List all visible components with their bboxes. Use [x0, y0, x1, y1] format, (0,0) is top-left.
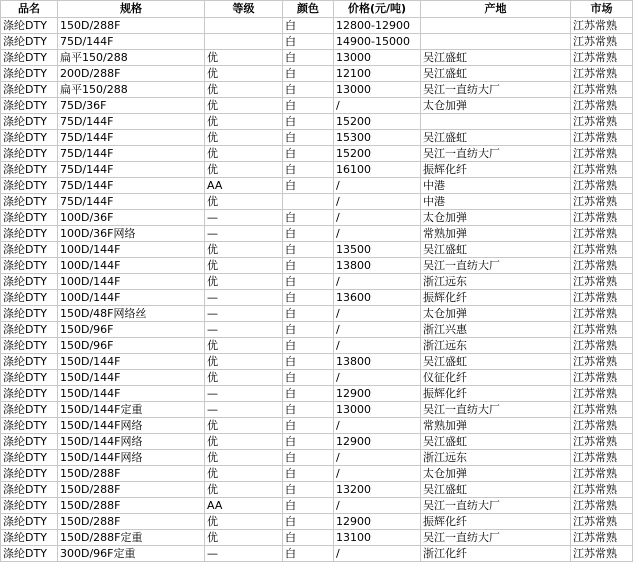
origin-cell: 太仓加弹 — [421, 466, 571, 482]
market-cell: 江苏常熟 — [571, 178, 633, 194]
origin-cell: 太仓加弹 — [421, 98, 571, 114]
header-grade: 等级 — [205, 1, 283, 18]
product-name-cell: 涤纶DTY — [1, 322, 58, 338]
table-row — [1, 290, 633, 306]
price-cell: / — [334, 178, 421, 194]
grade-cell: 优 — [205, 82, 283, 98]
color-cell: 白 — [283, 450, 334, 466]
price-cell: 13200 — [334, 482, 421, 498]
spec-cell: 150D/288F — [58, 514, 205, 530]
spec-cell: 75D/144F — [58, 130, 205, 146]
origin-cell — [421, 18, 571, 34]
price-cell: / — [334, 274, 421, 290]
color-cell: 白 — [283, 162, 334, 178]
product-name-cell: 涤纶DTY — [1, 354, 58, 370]
product-name-cell: 涤纶DTY — [1, 146, 58, 162]
grade-cell: AA — [205, 498, 283, 514]
origin-cell: 吴江盛虹 — [421, 242, 571, 258]
spec-cell: 300D/96F定重 — [58, 546, 205, 562]
table-row — [1, 274, 633, 290]
market-cell: 江苏常熟 — [571, 18, 633, 34]
market-cell: 江苏常熟 — [571, 114, 633, 130]
price-cell: 13000 — [334, 82, 421, 98]
color-cell: 白 — [283, 514, 334, 530]
spec-cell: 150D/288F — [58, 466, 205, 482]
grade-cell: 优 — [205, 370, 283, 386]
color-cell: 白 — [283, 98, 334, 114]
price-cell: 12800-12900 — [334, 18, 421, 34]
spec-cell: 150D/144F定重 — [58, 402, 205, 418]
table-row — [1, 418, 633, 434]
spec-cell: 100D/36F — [58, 210, 205, 226]
origin-cell: 振辉化纤 — [421, 290, 571, 306]
price-cell: 12900 — [334, 514, 421, 530]
spec-cell: 150D/288F — [58, 482, 205, 498]
market-cell: 江苏常熟 — [571, 530, 633, 546]
origin-cell: 吴江一直纺大厂 — [421, 258, 571, 274]
table-row — [1, 322, 633, 338]
table-row — [1, 546, 633, 562]
origin-cell: 吴江一直纺大厂 — [421, 146, 571, 162]
price-cell: / — [334, 418, 421, 434]
grade-cell: 优 — [205, 66, 283, 82]
color-cell: 白 — [283, 482, 334, 498]
spec-cell: 150D/48F网络丝 — [58, 306, 205, 322]
color-cell: 白 — [283, 114, 334, 130]
product-name-cell: 涤纶DTY — [1, 66, 58, 82]
spec-cell: 150D/144F — [58, 386, 205, 402]
spec-cell: 150D/288F定重 — [58, 530, 205, 546]
product-name-cell: 涤纶DTY — [1, 130, 58, 146]
color-cell: 白 — [283, 306, 334, 322]
price-cell: / — [334, 546, 421, 562]
product-name-cell: 涤纶DTY — [1, 50, 58, 66]
price-cell: 15200 — [334, 114, 421, 130]
color-cell: 白 — [283, 18, 334, 34]
market-cell: 江苏常熟 — [571, 210, 633, 226]
color-cell: 白 — [283, 290, 334, 306]
spec-cell: 150D/144F网络 — [58, 434, 205, 450]
product-name-cell: 涤纶DTY — [1, 466, 58, 482]
grade-cell: 优 — [205, 482, 283, 498]
price-cell: / — [334, 466, 421, 482]
market-cell: 江苏常熟 — [571, 146, 633, 162]
market-cell: 江苏常熟 — [571, 514, 633, 530]
table-row — [1, 258, 633, 274]
header-origin: 产地 — [421, 1, 571, 18]
product-name-cell: 涤纶DTY — [1, 498, 58, 514]
spec-cell: 100D/144F — [58, 242, 205, 258]
color-cell: 白 — [283, 178, 334, 194]
grade-cell: — — [205, 306, 283, 322]
grade-cell: — — [205, 210, 283, 226]
product-name-cell: 涤纶DTY — [1, 338, 58, 354]
table-row — [1, 210, 633, 226]
spec-cell: 75D/144F — [58, 146, 205, 162]
price-cell: 15200 — [334, 146, 421, 162]
product-name-cell: 涤纶DTY — [1, 290, 58, 306]
origin-cell: 吴江盛虹 — [421, 354, 571, 370]
market-cell: 江苏常熟 — [571, 50, 633, 66]
grade-cell: 优 — [205, 130, 283, 146]
product-name-cell: 涤纶DTY — [1, 162, 58, 178]
price-cell: / — [334, 210, 421, 226]
market-cell: 江苏常熟 — [571, 34, 633, 50]
grade-cell: 优 — [205, 194, 283, 210]
origin-cell: 吴江盛虹 — [421, 482, 571, 498]
spec-cell: 100D/144F — [58, 274, 205, 290]
table-row — [1, 482, 633, 498]
color-cell: 白 — [283, 66, 334, 82]
spec-cell: 75D/144F — [58, 178, 205, 194]
spec-cell: 100D/144F — [58, 258, 205, 274]
grade-cell: 优 — [205, 354, 283, 370]
price-cell: 13800 — [334, 258, 421, 274]
color-cell: 白 — [283, 258, 334, 274]
origin-cell: 常熟加弹 — [421, 418, 571, 434]
grade-cell: — — [205, 290, 283, 306]
table-row — [1, 530, 633, 546]
grade-cell — [205, 18, 283, 34]
table-row — [1, 34, 633, 50]
color-cell: 白 — [283, 322, 334, 338]
origin-cell — [421, 114, 571, 130]
table-row — [1, 386, 633, 402]
table-row — [1, 434, 633, 450]
market-cell: 江苏常熟 — [571, 466, 633, 482]
market-cell: 江苏常熟 — [571, 290, 633, 306]
table-row — [1, 354, 633, 370]
product-name-cell: 涤纶DTY — [1, 98, 58, 114]
product-name-cell: 涤纶DTY — [1, 514, 58, 530]
table-row — [1, 514, 633, 530]
product-name-cell: 涤纶DTY — [1, 178, 58, 194]
grade-cell: 优 — [205, 274, 283, 290]
color-cell: 白 — [283, 146, 334, 162]
grade-cell: AA — [205, 178, 283, 194]
market-cell: 江苏常熟 — [571, 242, 633, 258]
product-name-cell: 涤纶DTY — [1, 18, 58, 34]
table-row — [1, 306, 633, 322]
origin-cell: 太仓加弹 — [421, 306, 571, 322]
origin-cell: 太仓加弹 — [421, 210, 571, 226]
color-cell: 白 — [283, 386, 334, 402]
table-row — [1, 242, 633, 258]
grade-cell: 优 — [205, 98, 283, 114]
product-name-cell: 涤纶DTY — [1, 34, 58, 50]
product-name-cell: 涤纶DTY — [1, 82, 58, 98]
grade-cell: 优 — [205, 50, 283, 66]
color-cell: 白 — [283, 546, 334, 562]
price-cell: / — [334, 306, 421, 322]
table-row — [1, 194, 633, 210]
product-name-cell: 涤纶DTY — [1, 370, 58, 386]
price-cell: 16100 — [334, 162, 421, 178]
market-cell: 江苏常熟 — [571, 306, 633, 322]
table-row — [1, 162, 633, 178]
product-name-cell: 涤纶DTY — [1, 274, 58, 290]
spec-cell: 75D/144F — [58, 194, 205, 210]
table-row — [1, 466, 633, 482]
market-cell: 江苏常熟 — [571, 130, 633, 146]
grade-cell: 优 — [205, 242, 283, 258]
color-cell: 白 — [283, 498, 334, 514]
table-row — [1, 226, 633, 242]
origin-cell: 中港 — [421, 194, 571, 210]
market-cell: 江苏常熟 — [571, 258, 633, 274]
table-row — [1, 370, 633, 386]
price-cell: / — [334, 322, 421, 338]
market-cell: 江苏常熟 — [571, 274, 633, 290]
product-name-cell: 涤纶DTY — [1, 210, 58, 226]
color-cell: 白 — [283, 434, 334, 450]
product-name-cell: 涤纶DTY — [1, 242, 58, 258]
color-cell: 白 — [283, 530, 334, 546]
color-cell: 白 — [283, 466, 334, 482]
grade-cell: 优 — [205, 530, 283, 546]
spec-cell: 200D/288F — [58, 66, 205, 82]
color-cell: 白 — [283, 242, 334, 258]
price-cell: 13000 — [334, 402, 421, 418]
market-cell: 江苏常熟 — [571, 82, 633, 98]
origin-cell — [421, 34, 571, 50]
origin-cell: 浙江兴惠 — [421, 322, 571, 338]
grade-cell: 优 — [205, 466, 283, 482]
origin-cell: 振辉化纤 — [421, 386, 571, 402]
product-name-cell: 涤纶DTY — [1, 450, 58, 466]
market-cell: 江苏常熟 — [571, 98, 633, 114]
market-cell: 江苏常熟 — [571, 546, 633, 562]
price-cell: 12900 — [334, 386, 421, 402]
table-row — [1, 114, 633, 130]
product-name-cell: 涤纶DTY — [1, 546, 58, 562]
origin-cell: 吴江盛虹 — [421, 434, 571, 450]
price-cell: / — [334, 370, 421, 386]
grade-cell: 优 — [205, 258, 283, 274]
table-row — [1, 50, 633, 66]
price-cell: / — [334, 498, 421, 514]
table-row — [1, 178, 633, 194]
spec-cell: 150D/96F — [58, 322, 205, 338]
product-name-cell: 涤纶DTY — [1, 386, 58, 402]
price-cell: / — [334, 450, 421, 466]
product-name-cell: 涤纶DTY — [1, 226, 58, 242]
spec-cell: 扁平150/288 — [58, 50, 205, 66]
color-cell: 白 — [283, 338, 334, 354]
market-cell: 江苏常熟 — [571, 450, 633, 466]
spec-cell: 150D/288F — [58, 18, 205, 34]
market-cell: 江苏常熟 — [571, 338, 633, 354]
grade-cell: 优 — [205, 162, 283, 178]
table-row — [1, 66, 633, 82]
spec-cell: 150D/144F — [58, 354, 205, 370]
price-cell: 13100 — [334, 530, 421, 546]
origin-cell: 吴江一直纺大厂 — [421, 498, 571, 514]
price-cell: / — [334, 338, 421, 354]
header-price: 价格(元/吨) — [334, 1, 421, 18]
grade-cell: 优 — [205, 114, 283, 130]
origin-cell: 浙江化纤 — [421, 546, 571, 562]
price-cell: 13500 — [334, 242, 421, 258]
table-row — [1, 498, 633, 514]
origin-cell: 常熟加弹 — [421, 226, 571, 242]
color-cell: 白 — [283, 82, 334, 98]
table-row — [1, 146, 633, 162]
price-cell: / — [334, 194, 421, 210]
market-cell: 江苏常熟 — [571, 66, 633, 82]
market-cell: 江苏常熟 — [571, 162, 633, 178]
product-name-cell: 涤纶DTY — [1, 418, 58, 434]
origin-cell: 浙江远东 — [421, 338, 571, 354]
color-cell: 白 — [283, 370, 334, 386]
price-cell: 13800 — [334, 354, 421, 370]
header-market: 市场 — [571, 1, 633, 18]
spec-cell: 100D/36F网络 — [58, 226, 205, 242]
market-cell: 江苏常熟 — [571, 498, 633, 514]
table-body — [1, 18, 633, 562]
color-cell: 白 — [283, 402, 334, 418]
color-cell — [283, 194, 334, 210]
spec-cell: 75D/144F — [58, 34, 205, 50]
table-row — [1, 98, 633, 114]
color-cell: 白 — [283, 210, 334, 226]
grade-cell: 优 — [205, 418, 283, 434]
color-cell: 白 — [283, 274, 334, 290]
grade-cell: — — [205, 386, 283, 402]
product-name-cell: 涤纶DTY — [1, 482, 58, 498]
spec-cell: 150D/144F — [58, 370, 205, 386]
market-cell: 江苏常熟 — [571, 226, 633, 242]
grade-cell: 优 — [205, 338, 283, 354]
table-row — [1, 338, 633, 354]
price-cell: 12100 — [334, 66, 421, 82]
market-cell: 江苏常熟 — [571, 418, 633, 434]
spec-cell: 75D/144F — [58, 114, 205, 130]
spec-cell: 150D/144F网络 — [58, 418, 205, 434]
market-cell: 江苏常熟 — [571, 194, 633, 210]
market-cell: 江苏常熟 — [571, 322, 633, 338]
header-spec: 规格 — [58, 1, 205, 18]
product-name-cell: 涤纶DTY — [1, 306, 58, 322]
color-cell: 白 — [283, 34, 334, 50]
price-cell: / — [334, 98, 421, 114]
color-cell: 白 — [283, 50, 334, 66]
color-cell: 白 — [283, 226, 334, 242]
product-name-cell: 涤纶DTY — [1, 402, 58, 418]
grade-cell: — — [205, 322, 283, 338]
table-row — [1, 450, 633, 466]
price-cell: / — [334, 226, 421, 242]
grade-cell: 优 — [205, 146, 283, 162]
market-cell: 江苏常熟 — [571, 386, 633, 402]
market-cell: 江苏常熟 — [571, 434, 633, 450]
grade-cell: — — [205, 546, 283, 562]
spec-cell: 扁平150/288 — [58, 82, 205, 98]
table-row — [1, 18, 633, 34]
origin-cell: 浙江远东 — [421, 450, 571, 466]
origin-cell: 吴江一直纺大厂 — [421, 530, 571, 546]
spec-cell: 150D/288F — [58, 498, 205, 514]
grade-cell: 优 — [205, 450, 283, 466]
header-row — [1, 1, 633, 18]
header-color: 颜色 — [283, 1, 334, 18]
origin-cell: 振辉化纤 — [421, 514, 571, 530]
origin-cell: 吴江一直纺大厂 — [421, 402, 571, 418]
table-row — [1, 82, 633, 98]
table-row — [1, 130, 633, 146]
price-cell: 13600 — [334, 290, 421, 306]
origin-cell: 中港 — [421, 178, 571, 194]
product-name-cell: 涤纶DTY — [1, 194, 58, 210]
price-cell: 14900-15000 — [334, 34, 421, 50]
spec-cell: 100D/144F — [58, 290, 205, 306]
table-row — [1, 402, 633, 418]
color-cell: 白 — [283, 130, 334, 146]
market-cell: 江苏常熟 — [571, 482, 633, 498]
spec-cell: 150D/96F — [58, 338, 205, 354]
grade-cell — [205, 34, 283, 50]
origin-cell: 吴江盛虹 — [421, 130, 571, 146]
price-cell: 12900 — [334, 434, 421, 450]
market-cell: 江苏常熟 — [571, 402, 633, 418]
product-name-cell: 涤纶DTY — [1, 434, 58, 450]
origin-cell: 吴江一直纺大厂 — [421, 82, 571, 98]
price-cell: 13000 — [334, 50, 421, 66]
spec-cell: 75D/144F — [58, 162, 205, 178]
product-name-cell: 涤纶DTY — [1, 258, 58, 274]
header-product-name: 品名 — [1, 1, 58, 18]
origin-cell: 振辉化纤 — [421, 162, 571, 178]
market-cell: 江苏常熟 — [571, 354, 633, 370]
color-cell: 白 — [283, 418, 334, 434]
origin-cell: 仪征化纤 — [421, 370, 571, 386]
grade-cell: 优 — [205, 514, 283, 530]
product-name-cell: 涤纶DTY — [1, 530, 58, 546]
spec-cell: 150D/144F网络 — [58, 450, 205, 466]
grade-cell: — — [205, 402, 283, 418]
spec-cell: 75D/36F — [58, 98, 205, 114]
color-cell: 白 — [283, 354, 334, 370]
origin-cell: 吴江盛虹 — [421, 66, 571, 82]
product-name-cell: 涤纶DTY — [1, 114, 58, 130]
grade-cell: — — [205, 226, 283, 242]
market-cell: 江苏常熟 — [571, 370, 633, 386]
grade-cell: 优 — [205, 434, 283, 450]
origin-cell: 吴江盛虹 — [421, 50, 571, 66]
origin-cell: 浙江远东 — [421, 274, 571, 290]
price-cell: 15300 — [334, 130, 421, 146]
